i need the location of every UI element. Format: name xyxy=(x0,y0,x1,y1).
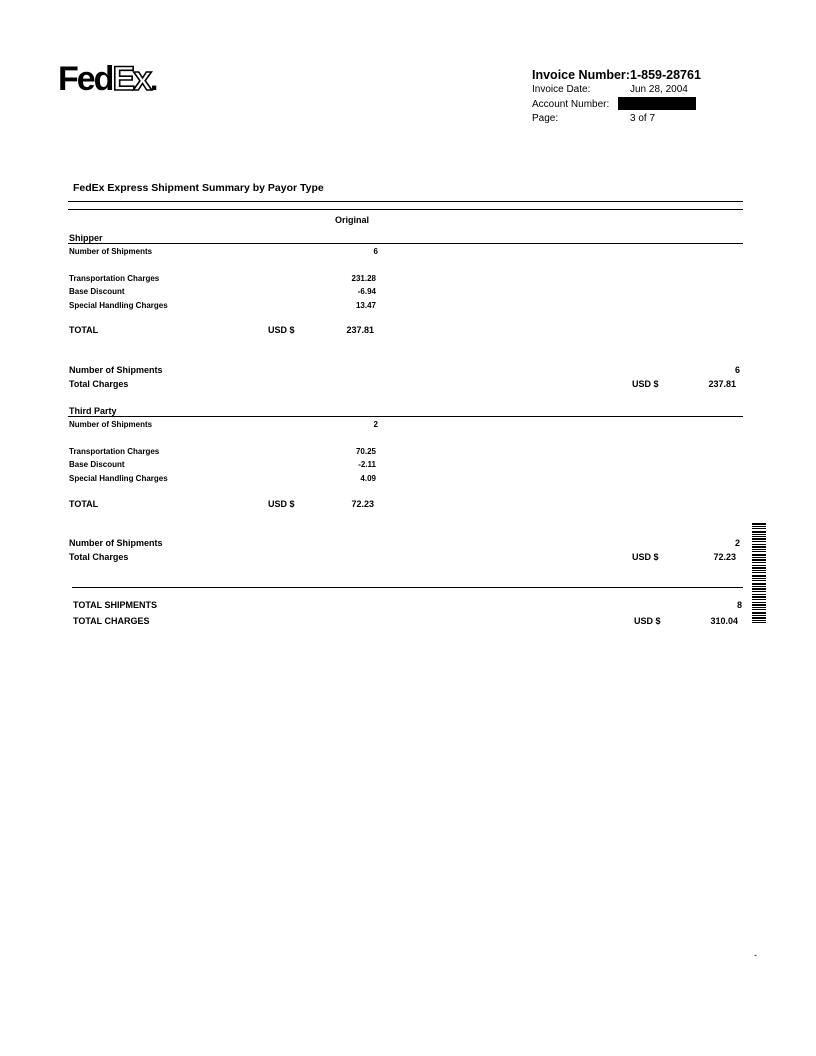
total-charges-currency: USD $ xyxy=(634,616,661,626)
invoice-number-label: Invoice Number: xyxy=(532,68,630,82)
footer-mark: - xyxy=(754,950,757,960)
section-name: Third Party xyxy=(69,406,117,416)
invoice-date: Jun 28, 2004 xyxy=(630,84,688,95)
column-header-original: Original xyxy=(335,215,370,225)
total-shipments-label: TOTAL SHIPMENTS xyxy=(73,600,158,610)
transport-value: 70.25 xyxy=(355,447,376,456)
summary-title: FedEx Express Shipment Summary by Payor Type xyxy=(73,182,324,194)
special-value: 13.47 xyxy=(355,301,376,310)
special-value: 4.09 xyxy=(360,474,376,483)
page-label: Page: xyxy=(532,113,559,124)
total-currency: USD $ xyxy=(268,325,295,335)
sum-charges-value: 237.81 xyxy=(708,379,736,389)
sum-charges-label: Total Charges xyxy=(69,379,129,389)
total-currency: USD $ xyxy=(268,499,295,509)
discount-value: -2.11 xyxy=(358,460,376,469)
total-label: TOTAL xyxy=(69,499,99,509)
total-label: TOTAL xyxy=(69,325,99,335)
grand-total-rule xyxy=(72,587,743,588)
logo-fed: Fed xyxy=(58,60,113,98)
sum-charges-label: Total Charges xyxy=(69,552,129,562)
discount-label: Base Discount xyxy=(69,287,125,296)
title-rule-bottom xyxy=(68,209,743,210)
transport-label: Transportation Charges xyxy=(69,274,160,283)
account-number-redaction xyxy=(618,97,696,110)
total-shipments-value: 8 xyxy=(736,600,742,610)
section-rule xyxy=(68,416,743,417)
shipments-value: 6 xyxy=(373,247,378,256)
transport-label: Transportation Charges xyxy=(69,447,160,456)
logo-dot: . xyxy=(150,64,159,97)
account-number-label: Account Number: xyxy=(532,99,610,110)
total-value: 237.81 xyxy=(346,325,374,335)
sum-charges-currency: USD $ xyxy=(632,379,659,389)
special-label: Special Handling Charges xyxy=(69,474,168,483)
sum-shipments-value: 2 xyxy=(734,538,740,548)
total-charges-label: TOTAL CHARGES xyxy=(73,616,150,626)
transport-value: 231.28 xyxy=(351,274,376,283)
fedex-logo xyxy=(58,60,158,99)
total-charges-value: 310.04 xyxy=(710,616,738,626)
title-rule-top xyxy=(68,201,743,202)
discount-value: -6.94 xyxy=(357,287,376,296)
shipments-label: Number of Shipments xyxy=(69,420,153,429)
sum-charges-currency: USD $ xyxy=(632,552,659,562)
shipments-label: Number of Shipments xyxy=(69,247,153,256)
discount-label: Base Discount xyxy=(69,460,125,469)
section-rule xyxy=(68,243,743,244)
sum-shipments-label: Number of Shipments xyxy=(69,538,163,548)
invoice-date-label: Invoice Date: xyxy=(532,84,591,95)
sum-charges-value: 72.23 xyxy=(713,552,736,562)
invoice-number: 1-859-28761 xyxy=(630,68,701,82)
sum-shipments-value: 6 xyxy=(734,365,740,375)
barcode-image xyxy=(752,523,766,623)
special-label: Special Handling Charges xyxy=(69,301,168,310)
page-number: 3 of 7 xyxy=(630,113,656,124)
shipments-value: 2 xyxy=(373,420,378,429)
total-value: 72.23 xyxy=(351,499,374,509)
sum-shipments-label: Number of Shipments xyxy=(69,365,163,375)
section-name: Shipper xyxy=(69,233,103,243)
logo-ex: Ex xyxy=(112,60,151,98)
